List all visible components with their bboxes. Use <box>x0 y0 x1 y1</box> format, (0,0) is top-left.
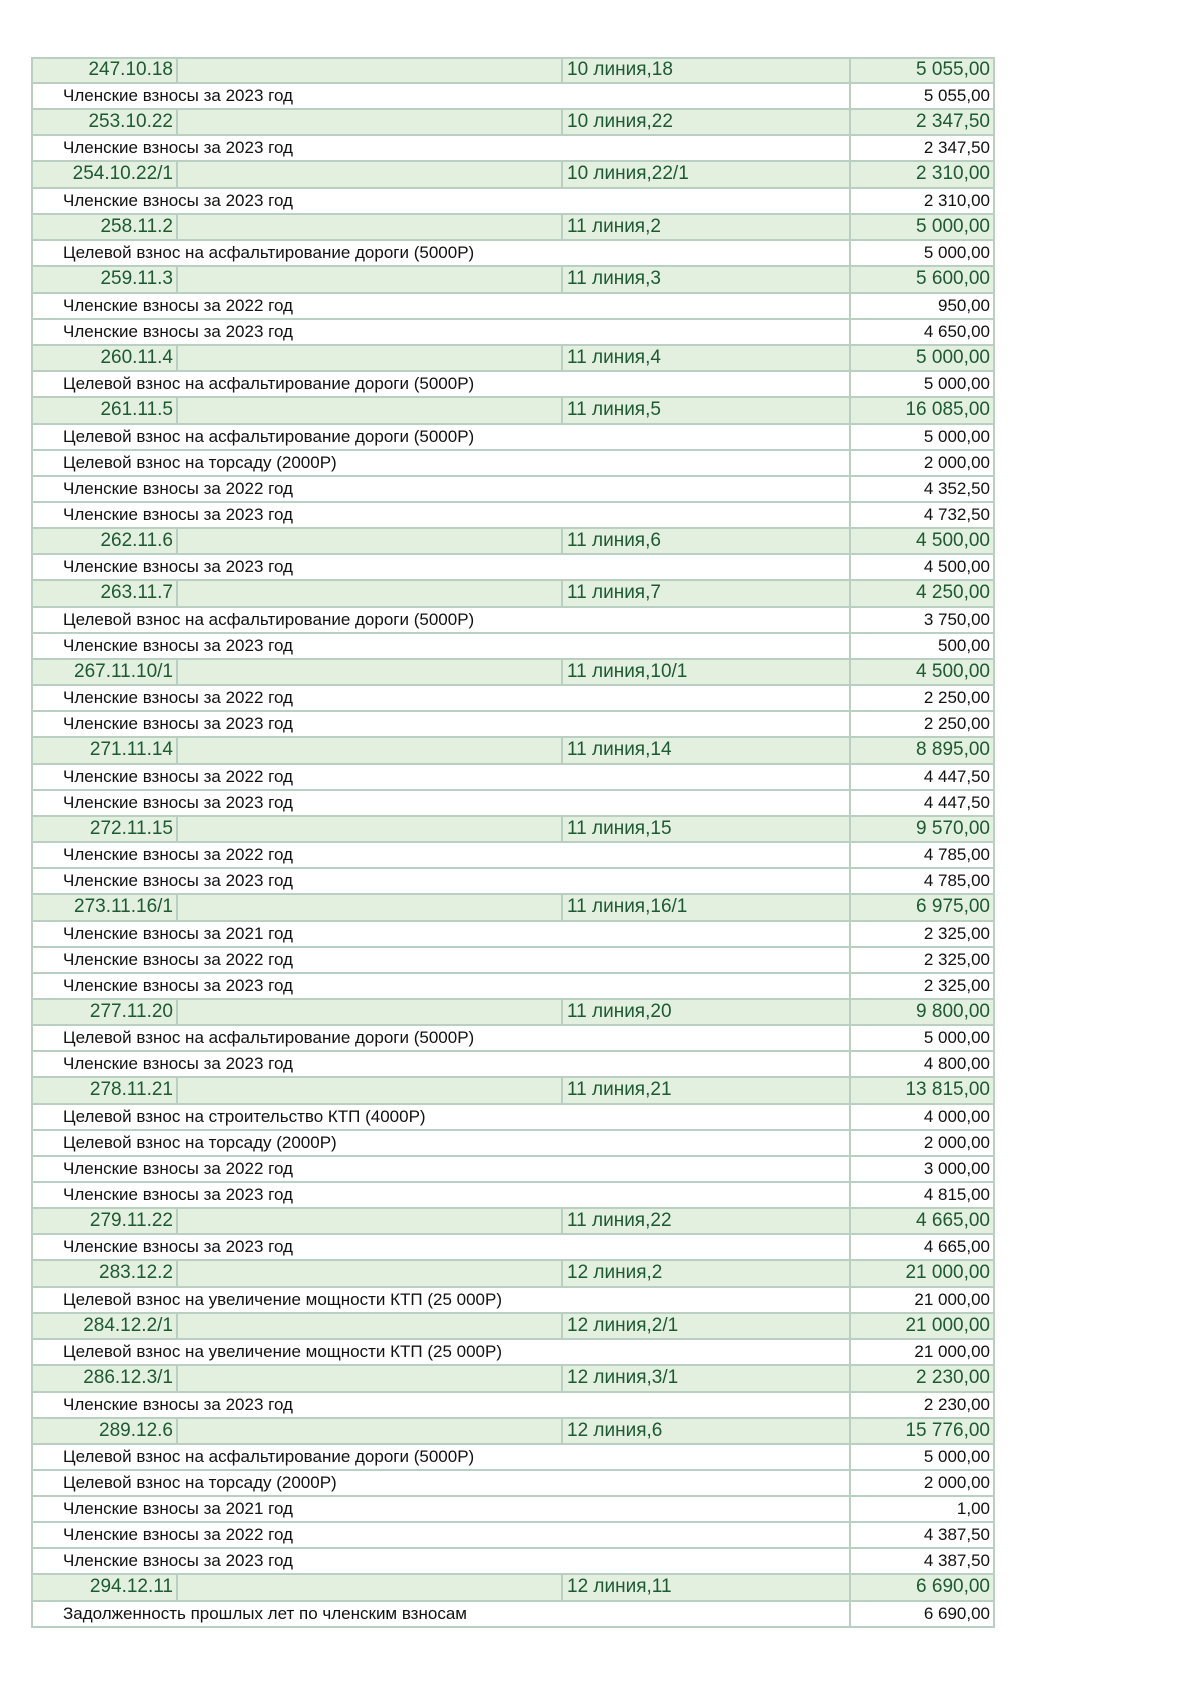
payment-row <box>31 1131 995 1157</box>
payment-row <box>31 1393 995 1419</box>
blank-cell <box>178 1000 563 1025</box>
plot-address: 11 линия,6 <box>563 529 851 554</box>
plot-address: 12 линия,2/1 <box>563 1314 851 1339</box>
plot-id: 263.11.7 <box>33 581 178 606</box>
plot-id: 273.11.16/1 <box>33 895 178 920</box>
plot-address: 11 линия,21 <box>563 1078 851 1103</box>
payment-description: Членские взносы за 2022 год <box>33 1523 851 1547</box>
blank-cell <box>178 738 563 763</box>
blank-cell <box>178 660 563 685</box>
plot-id: 247.10.18 <box>33 59 178 82</box>
payment-row <box>31 451 995 477</box>
payment-description: Членские взносы за 2023 год <box>33 1235 851 1259</box>
payment-amount: 2 000,00 <box>923 1473 990 1492</box>
payment-amount: 950,00 <box>938 295 990 315</box>
blank-cell <box>178 1261 563 1286</box>
payment-amount: 2 250,00 <box>923 714 990 733</box>
plot-id: 260.11.4 <box>33 346 178 371</box>
payment-row <box>31 320 995 346</box>
plot-id: 253.10.22 <box>33 110 178 135</box>
payment-description: Целевой взнос на торсаду (2000Р) <box>33 1131 851 1155</box>
payment-amount: 2 250,00 <box>923 688 990 707</box>
payment-amount: 4 785,00 <box>923 871 990 890</box>
payment-description: Членские взносы за 2023 год <box>33 634 851 658</box>
payment-row <box>31 869 995 895</box>
payment-row <box>31 634 995 660</box>
blank-cell <box>178 110 563 135</box>
blank-cell <box>178 346 563 371</box>
payment-description: Членские взносы за 2022 год <box>33 686 851 710</box>
payment-description: Членские взносы за 2021 год <box>33 1497 851 1521</box>
plot-id: 286.12.3/1 <box>33 1366 178 1391</box>
payment-description: Членские взносы за 2023 год <box>33 712 851 736</box>
payment-description: Членские взносы за 2022 год <box>33 1157 851 1181</box>
plot-total: 15 776,00 <box>905 1419 990 1441</box>
payment-row <box>31 1235 995 1261</box>
payment-amount: 4 352,50 <box>923 478 990 498</box>
plot-total: 2 230,00 <box>916 1367 990 1389</box>
payment-amount: 4 387,50 <box>923 1551 990 1570</box>
payment-row <box>31 1183 995 1209</box>
payment-description: Членские взносы за 2022 год <box>33 765 851 789</box>
plot-address: 11 линия,3 <box>563 267 851 292</box>
plot-total: 4 665,00 <box>916 1209 990 1231</box>
payment-amount: 2 000,00 <box>923 452 990 472</box>
plot-total: 13 815,00 <box>905 1079 990 1101</box>
plot-header-row <box>31 1261 995 1288</box>
blank-cell <box>178 1575 563 1600</box>
blank-cell <box>178 398 563 423</box>
payment-row <box>31 1471 995 1497</box>
payment-description: Членские взносы за 2023 год <box>33 320 851 344</box>
payment-description: Целевой взнос на асфальтирование дороги (5000Р) <box>33 1026 851 1050</box>
payment-row <box>31 503 995 529</box>
payment-description: Членские взносы за 2023 год <box>33 503 851 527</box>
plot-address: 12 линия,3/1 <box>563 1366 851 1391</box>
plot-id: 284.12.2/1 <box>33 1314 178 1339</box>
blank-cell <box>178 895 563 920</box>
plot-header-row <box>31 1000 995 1027</box>
payment-description: Членские взносы за 2023 год <box>33 189 851 213</box>
plot-total: 4 250,00 <box>916 582 990 604</box>
payment-amount: 2 325,00 <box>923 975 990 995</box>
plot-total: 9 800,00 <box>916 1000 990 1022</box>
payment-row <box>31 1602 995 1628</box>
plot-total: 21 000,00 <box>905 1314 990 1336</box>
payment-row <box>31 922 995 948</box>
plot-address: 11 линия,22 <box>563 1209 851 1234</box>
plot-address: 11 линия,14 <box>563 738 851 763</box>
plot-header-row <box>31 346 995 373</box>
blank-cell <box>178 59 563 82</box>
payment-row <box>31 425 995 451</box>
payment-description: Членские взносы за 2022 год <box>33 294 851 318</box>
plot-total: 5 000,00 <box>916 346 990 368</box>
plot-id: 289.12.6 <box>33 1419 178 1444</box>
plot-header-row <box>31 1366 995 1393</box>
blank-cell <box>178 581 563 606</box>
blank-cell <box>178 162 563 187</box>
plot-total: 16 085,00 <box>905 399 990 421</box>
payment-description: Целевой взнос на увеличение мощности КТП (25 000Р) <box>33 1340 851 1364</box>
plot-header-row <box>31 1575 995 1602</box>
plot-header-row <box>31 1078 995 1105</box>
plot-address: 12 линия,6 <box>563 1419 851 1444</box>
plot-id: 278.11.21 <box>33 1078 178 1103</box>
payment-description: Членские взносы за 2023 год <box>33 136 851 160</box>
plot-header-row <box>31 817 995 844</box>
blank-cell <box>178 1314 563 1339</box>
blank-cell <box>178 1419 563 1444</box>
payment-row <box>31 1288 995 1314</box>
plot-total: 5 000,00 <box>916 215 990 237</box>
plot-total: 5 600,00 <box>916 268 990 290</box>
plot-address: 11 линия,4 <box>563 346 851 371</box>
payment-row <box>31 189 995 215</box>
payment-amount: 4 447,50 <box>923 792 990 812</box>
plot-total: 21 000,00 <box>905 1262 990 1284</box>
payment-description: Целевой взнос на асфальтирование дороги (5000Р) <box>33 608 851 632</box>
payment-amount: 4 665,00 <box>923 1237 990 1256</box>
plot-id: 283.12.2 <box>33 1261 178 1286</box>
plot-address: 11 линия,20 <box>563 1000 851 1025</box>
payment-amount: 2 325,00 <box>923 949 990 969</box>
plot-address: 12 линия,11 <box>563 1575 851 1600</box>
plot-address: 10 линия,18 <box>563 59 851 82</box>
plot-address: 11 линия,16/1 <box>563 895 851 920</box>
payment-row <box>31 555 995 581</box>
blank-cell <box>178 817 563 842</box>
payment-description: Членские взносы за 2023 год <box>33 1549 851 1573</box>
payment-row <box>31 948 995 974</box>
plot-address: 10 линия,22/1 <box>563 162 851 187</box>
payment-row <box>31 974 995 1000</box>
payment-description: Целевой взнос на торсаду (2000Р) <box>33 451 851 475</box>
payment-amount: 3 000,00 <box>923 1158 990 1178</box>
payment-description: Членские взносы за 2021 год <box>33 922 851 946</box>
plot-header-row <box>31 529 995 556</box>
payment-amount: 3 750,00 <box>923 609 990 629</box>
plot-id: 277.11.20 <box>33 1000 178 1025</box>
payment-amount: 4 447,50 <box>923 766 990 786</box>
blank-cell <box>178 215 563 240</box>
payment-row <box>31 372 995 398</box>
payment-description: Членские взносы за 2023 год <box>33 1183 851 1207</box>
payment-amount: 1,00 <box>956 1499 990 1518</box>
plot-header-row <box>31 267 995 294</box>
payment-description: Целевой взнос на асфальтирование дороги (5000Р) <box>33 1445 851 1469</box>
payment-description: Членские взносы за 2023 год <box>33 869 851 893</box>
payment-row <box>31 712 995 738</box>
plot-id: 259.11.3 <box>33 267 178 292</box>
payment-row <box>31 686 995 712</box>
payment-description: Членские взносы за 2023 год <box>33 84 851 108</box>
payment-row <box>31 608 995 634</box>
plot-address: 11 линия,10/1 <box>563 660 851 685</box>
payment-amount: 2 325,00 <box>923 923 990 943</box>
plot-total: 4 500,00 <box>916 660 990 682</box>
payment-description: Членские взносы за 2022 год <box>33 477 851 501</box>
payment-amount: 500,00 <box>938 635 990 655</box>
payment-amount: 4 815,00 <box>923 1184 990 1204</box>
plot-header-row <box>31 215 995 242</box>
payment-description: Членские взносы за 2023 год <box>33 1052 851 1076</box>
plot-header-row <box>31 162 995 189</box>
payment-amount: 4 732,50 <box>923 504 990 524</box>
plot-header-row <box>31 660 995 687</box>
plot-address: 11 линия,7 <box>563 581 851 606</box>
payment-description: Целевой взнос на строительство КТП (4000Р) <box>33 1105 851 1129</box>
blank-cell <box>178 267 563 292</box>
plot-total: 8 895,00 <box>916 739 990 761</box>
payment-amount: 5 000,00 <box>923 1447 990 1466</box>
payment-amount: 4 800,00 <box>923 1054 990 1073</box>
plot-header-row <box>31 1209 995 1236</box>
payment-row <box>31 241 995 267</box>
plot-header-row <box>31 895 995 922</box>
payment-row <box>31 1026 995 1052</box>
plot-id: 254.10.22/1 <box>33 162 178 187</box>
payment-description: Членские взносы за 2023 год <box>33 555 851 579</box>
plot-id: 294.12.11 <box>33 1575 178 1600</box>
plot-address: 10 линия,22 <box>563 110 851 135</box>
blank-cell <box>178 1209 563 1234</box>
payment-description: Целевой взнос на увеличение мощности КТП (25 000Р) <box>33 1288 851 1312</box>
plot-address: 11 линия,2 <box>563 215 851 240</box>
plot-id: 262.11.6 <box>33 529 178 554</box>
payment-row <box>31 843 995 869</box>
blank-cell <box>178 1366 563 1391</box>
payment-row <box>31 477 995 503</box>
plot-header-row <box>31 581 995 608</box>
payment-description: Членские взносы за 2023 год <box>33 974 851 998</box>
payment-description: Целевой взнос на асфальтирование дороги (5000Р) <box>33 241 851 265</box>
payment-row <box>31 294 995 320</box>
plot-header-row <box>31 57 995 84</box>
payment-amount: 5 000,00 <box>923 243 990 262</box>
plot-total: 4 500,00 <box>916 529 990 551</box>
payment-row <box>31 1497 995 1523</box>
payment-description: Задолженность прошлых лет по членским взносам <box>33 1602 851 1626</box>
payment-row <box>31 1105 995 1131</box>
plot-total: 5 055,00 <box>916 59 990 81</box>
payment-row <box>31 791 995 817</box>
payment-amount: 2 347,50 <box>923 138 990 157</box>
plot-header-row <box>31 738 995 765</box>
plot-address: 12 линия,2 <box>563 1261 851 1286</box>
payment-description: Членские взносы за 2023 год <box>33 791 851 815</box>
payment-description: Целевой взнос на асфальтирование дороги (5000Р) <box>33 425 851 449</box>
plot-header-row <box>31 110 995 137</box>
payments-table <box>31 57 995 1628</box>
payment-description: Целевой взнос на асфальтирование дороги (5000Р) <box>33 372 851 396</box>
payment-row <box>31 84 995 110</box>
plot-total: 6 975,00 <box>916 896 990 918</box>
plot-header-row <box>31 1314 995 1341</box>
plot-total: 2 347,50 <box>916 110 990 132</box>
blank-cell <box>178 529 563 554</box>
payment-row <box>31 1157 995 1183</box>
plot-id: 261.11.5 <box>33 398 178 423</box>
payment-description: Членские взносы за 2022 год <box>33 948 851 972</box>
payment-amount: 21 000,00 <box>914 1342 990 1361</box>
plot-id: 279.11.22 <box>33 1209 178 1234</box>
plot-total: 6 690,00 <box>916 1576 990 1598</box>
blank-cell <box>178 1078 563 1103</box>
payment-amount: 5 000,00 <box>923 1028 990 1047</box>
payment-description: Членские взносы за 2022 год <box>33 843 851 867</box>
payment-row <box>31 1549 995 1575</box>
payment-amount: 21 000,00 <box>914 1289 990 1309</box>
payment-row <box>31 1052 995 1078</box>
plot-id: 258.11.2 <box>33 215 178 240</box>
payment-amount: 5 055,00 <box>923 85 990 105</box>
plot-total: 2 310,00 <box>916 163 990 185</box>
payment-amount: 6 690,00 <box>923 1603 990 1623</box>
plot-id: 271.11.14 <box>33 738 178 763</box>
plot-header-row <box>31 1419 995 1446</box>
payment-amount: 4 000,00 <box>923 1106 990 1126</box>
payment-amount: 2 000,00 <box>923 1132 990 1152</box>
payment-amount: 5 000,00 <box>923 426 990 446</box>
payment-row <box>31 1523 995 1549</box>
plot-id: 272.11.15 <box>33 817 178 842</box>
payment-amount: 2 230,00 <box>923 1394 990 1414</box>
plot-header-row <box>31 398 995 425</box>
payment-amount: 4 785,00 <box>923 845 990 864</box>
payment-description: Членские взносы за 2023 год <box>33 1393 851 1417</box>
plot-address: 11 линия,15 <box>563 817 851 842</box>
payment-row <box>31 1340 995 1366</box>
payment-row <box>31 1445 995 1471</box>
payment-amount: 2 310,00 <box>923 190 990 210</box>
plot-total: 9 570,00 <box>916 817 990 839</box>
payment-row <box>31 136 995 162</box>
payment-row <box>31 765 995 791</box>
payment-amount: 4 500,00 <box>923 557 990 576</box>
payment-amount: 5 000,00 <box>923 374 990 393</box>
payment-amount: 4 650,00 <box>923 321 990 341</box>
plot-address: 11 линия,5 <box>563 398 851 423</box>
payment-description: Целевой взнос на торсаду (2000Р) <box>33 1471 851 1495</box>
plot-id: 267.11.10/1 <box>33 660 178 685</box>
payment-amount: 4 387,50 <box>923 1525 990 1544</box>
